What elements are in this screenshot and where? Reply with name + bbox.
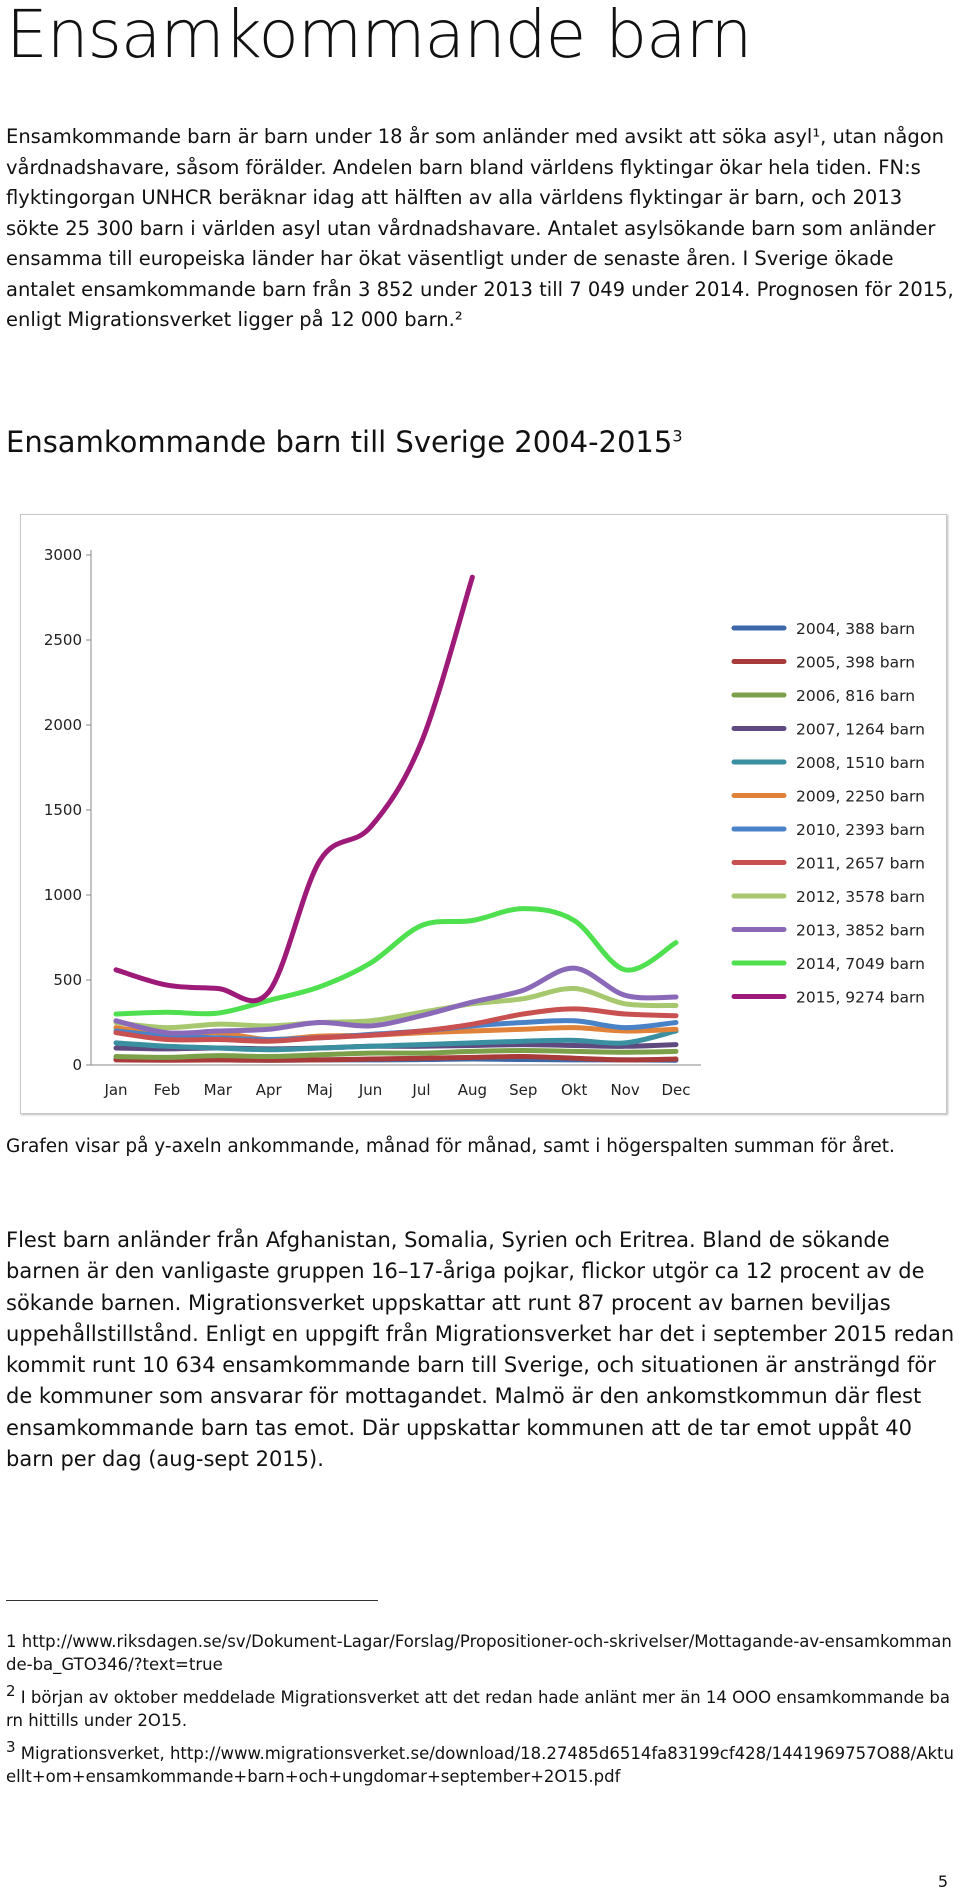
chart-heading-footnote-ref: 3: [672, 426, 683, 446]
legend-label: 2008, 1510 barn: [796, 754, 925, 772]
footnote-mark: 1: [6, 1632, 17, 1651]
footnote-mark: 3: [6, 1738, 16, 1756]
legend-label: 2006, 816 barn: [796, 687, 916, 705]
legend-label: 2012, 3578 barn: [796, 888, 925, 906]
chart-frame: [20, 514, 947, 1114]
x-tick-label: Jul: [412, 1081, 431, 1099]
footnote-divider: [6, 1600, 378, 1601]
x-tick-label: Maj: [306, 1081, 333, 1099]
legend-label: 2011, 2657 barn: [796, 854, 925, 873]
legend-label: 2015, 9274 barn: [796, 988, 925, 1007]
x-tick-label: Jan: [104, 1081, 128, 1099]
x-tick-label: Mar: [203, 1081, 232, 1099]
chart-caption: Grafen visar på y-axeln ankommande, månad för månad, samt i högerspalten summan för året.: [6, 1136, 895, 1157]
x-tick-label: Nov: [610, 1081, 640, 1099]
y-tick-label: 1000: [43, 886, 82, 904]
x-tick-label: Apr: [255, 1081, 282, 1099]
x-tick-label: Sep: [509, 1081, 538, 1099]
chart-heading: [6, 425, 683, 459]
legend-label: 2005, 398 barn: [796, 653, 916, 672]
x-tick-label: Aug: [457, 1081, 488, 1099]
chart-heading-text: Ensamkommande barn till Sverige 2004-2015: [6, 425, 673, 459]
legend-label: 2010, 2393 barn: [796, 821, 925, 839]
page-title: Ensamkommande barn: [6, 0, 752, 73]
y-tick-label: 1500: [43, 801, 82, 819]
line-chart: [21, 515, 946, 1113]
footnotes: [6, 1630, 956, 1792]
legend-label: 2009, 2250 barn: [796, 787, 925, 806]
footnote-text: Migrationsverket, http://www.migrationsverket.se/download/18.27485d6514fa83199cf428/1441969757O88/Aktuellt+om+ensamkommande+barn+och+ungdomar+september+2O15.pdf: [6, 1744, 954, 1786]
legend-label: 2013, 3852 barn: [796, 921, 925, 940]
intro-paragraph: Ensamkommande barn är barn under 18 år som anländer med avsikt att söka asyl¹, utan någon vårdnadshavare, såsom förälder. Andelen barn bland världens flyktingar ökar hela tiden. FN:s flyktingorgan UNHCR beräknar idag att hälften av alla världens flyktingar är barn, och 2013 sökte 25 300 barn i världen asyl utan vårdnadshavare. Antalet asylsökande barn som anländer ensamma till europeiska länder har ökat väsentligt under de senaste åren. I Sverige ökade antalet ensamkommande barn från 3 852 under 2013 till 7 049 under 2014. Prognosen för 2015, enligt Migrationsverket ligger på 12 000 barn.²: [6, 125, 954, 331]
y-tick-label: 2000: [43, 716, 82, 734]
y-tick-label: 3000: [43, 546, 82, 564]
footnote-1: [6, 1630, 956, 1676]
series-line-10: [116, 909, 676, 1014]
footnote-3: [6, 1736, 956, 1788]
y-tick-label: 2500: [43, 631, 82, 649]
x-tick-label: Okt: [560, 1081, 588, 1099]
footnote-text: I början av oktober meddelade Migrationsverket att det redan hade anlänt mer än 14 OOO ensamkommande barn hittills under 2O15.: [6, 1688, 950, 1730]
footnote-2: [6, 1680, 956, 1732]
footnote-mark: 2: [6, 1682, 16, 1700]
legend-label: 2014, 7049 barn: [796, 955, 925, 973]
y-tick-label: 0: [72, 1056, 82, 1074]
y-tick-label: 500: [53, 971, 82, 989]
x-tick-label: Jun: [358, 1081, 383, 1099]
x-tick-label: Dec: [661, 1081, 691, 1099]
series-line-11: [116, 577, 472, 1001]
legend-label: 2007, 1264 barn: [796, 720, 925, 739]
body-paragraph: Flest barn anländer från Afghanistan, Somalia, Syrien och Eritrea. Bland de sökande barnen är den vanligaste gruppen 16–17-åriga pojkar, flickor utgör ca 12 procent av de sökande barnen. Migrationsverket uppskattar att runt 87 procent av barnen beviljas uppehållstillstånd. Enligt en uppgift från Migrationsverket har det i september 2015 redan kommit runt 10 634 ensamkommande barn till Sverige, och situationen är ansträngd för de kommuner som ansvarar för mottagandet. Malmö är den ankomstkommun där flest ensamkommande barn tas emot. Där uppskattar kommunen att de tar emot uppåt 40 barn per dag (aug-sept 2015).: [6, 1228, 955, 1472]
legend-label: 2004, 388 barn: [796, 620, 916, 638]
page-number: 5: [937, 1872, 948, 1891]
footnote-text: http://www.riksdagen.se/sv/Dokument-Lagar/Forslag/Propositioner-och-skrivelser/Mottagande-av-ensamkommande-ba_GTO346/?text=true: [6, 1632, 952, 1674]
x-tick-label: Feb: [153, 1081, 181, 1099]
